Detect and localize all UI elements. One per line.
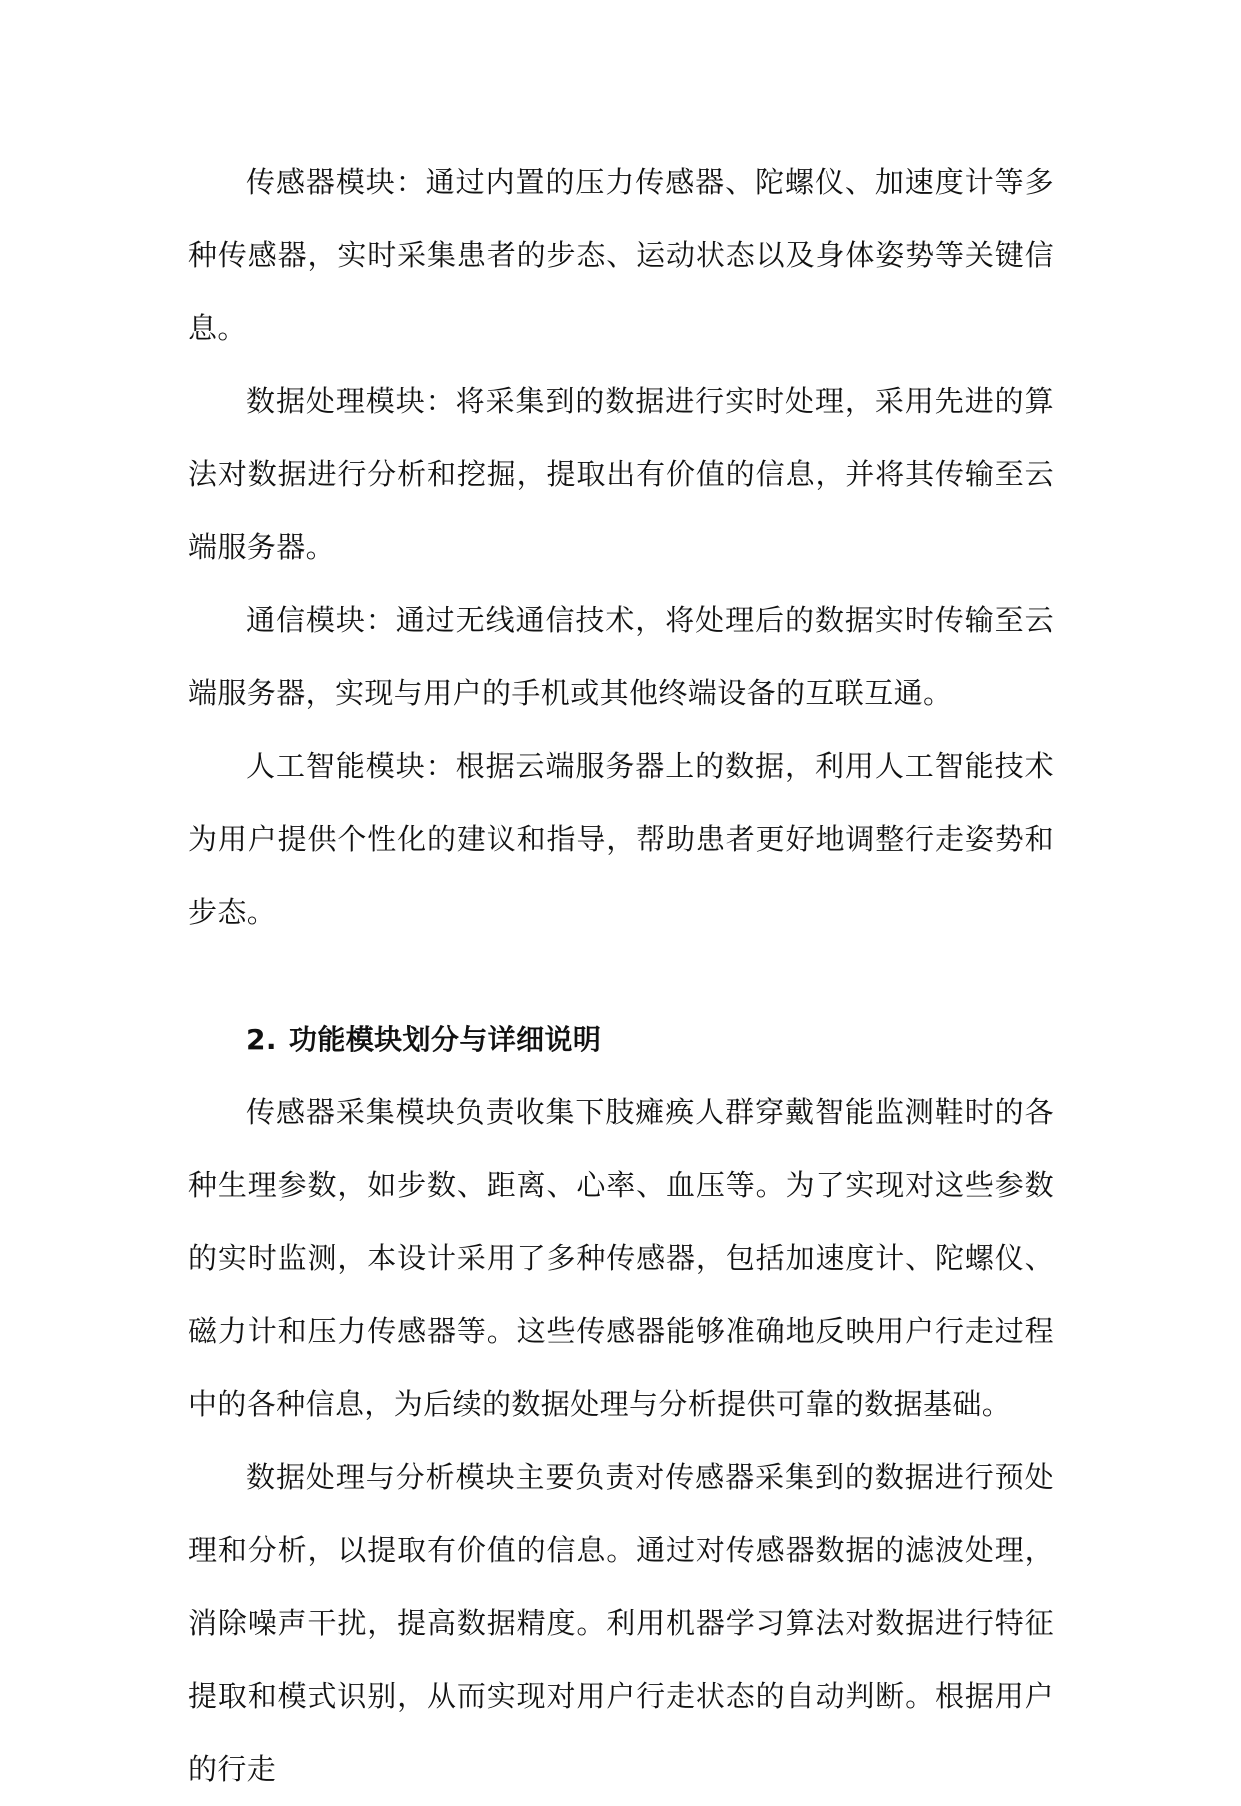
section-number: 2. bbox=[246, 1023, 277, 1056]
paragraph-sensor-acquisition: 传感器采集模块负责收集下肢瘫痪人群穿戴智能监测鞋时的各种生理参数，如步数、距离、心率、血压等。为了实现对这些参数的实时监测，本设计采用了多种传感器，包括加速度计、陀螺仪、磁力计和压力传感器等。这些传感器能够准确地反映用户行走过程中的各种信息，为后续的数据处理与分析提供可靠的数据基础。 bbox=[188, 1095, 1054, 1421]
paragraph-communication-module: 通信模块：通过无线通信技术，将处理后的数据实时传输至云端服务器，实现与用户的手机或其他终端设备的互联互通。 bbox=[188, 603, 1054, 710]
paragraph-data-analysis: 数据处理与分析模块主要负责对传感器采集到的数据进行预处理和分析，以提取有价值的信息。通过对传感器数据的滤波处理，消除噪声干扰，提高数据精度。利用机器学习算法对数据进行特征提取和模式识别，从而实现对用户行走状态的自动判断。根据用户的行走 bbox=[188, 1460, 1054, 1786]
section-title: 功能模块划分与详细说明 bbox=[288, 1023, 602, 1056]
paragraph-ai-module: 人工智能模块：根据云端服务器上的数据，利用人工智能技术为用户提供个性化的建议和指导，帮助患者更好地调整行走姿势和步态。 bbox=[188, 749, 1054, 929]
section-heading bbox=[188, 1003, 1054, 1076]
paragraph-sensor-module: 传感器模块：通过内置的压力传感器、陀螺仪、加速度计等多种传感器，实时采集患者的步态、运动状态以及身体姿势等关键信息。 bbox=[188, 165, 1054, 345]
document-body bbox=[188, 146, 1054, 1806]
paragraph-data-processing-module: 数据处理模块：将采集到的数据进行实时处理，采用先进的算法对数据进行分析和挖掘，提取出有价值的信息，并将其传输至云端服务器。 bbox=[188, 384, 1054, 564]
